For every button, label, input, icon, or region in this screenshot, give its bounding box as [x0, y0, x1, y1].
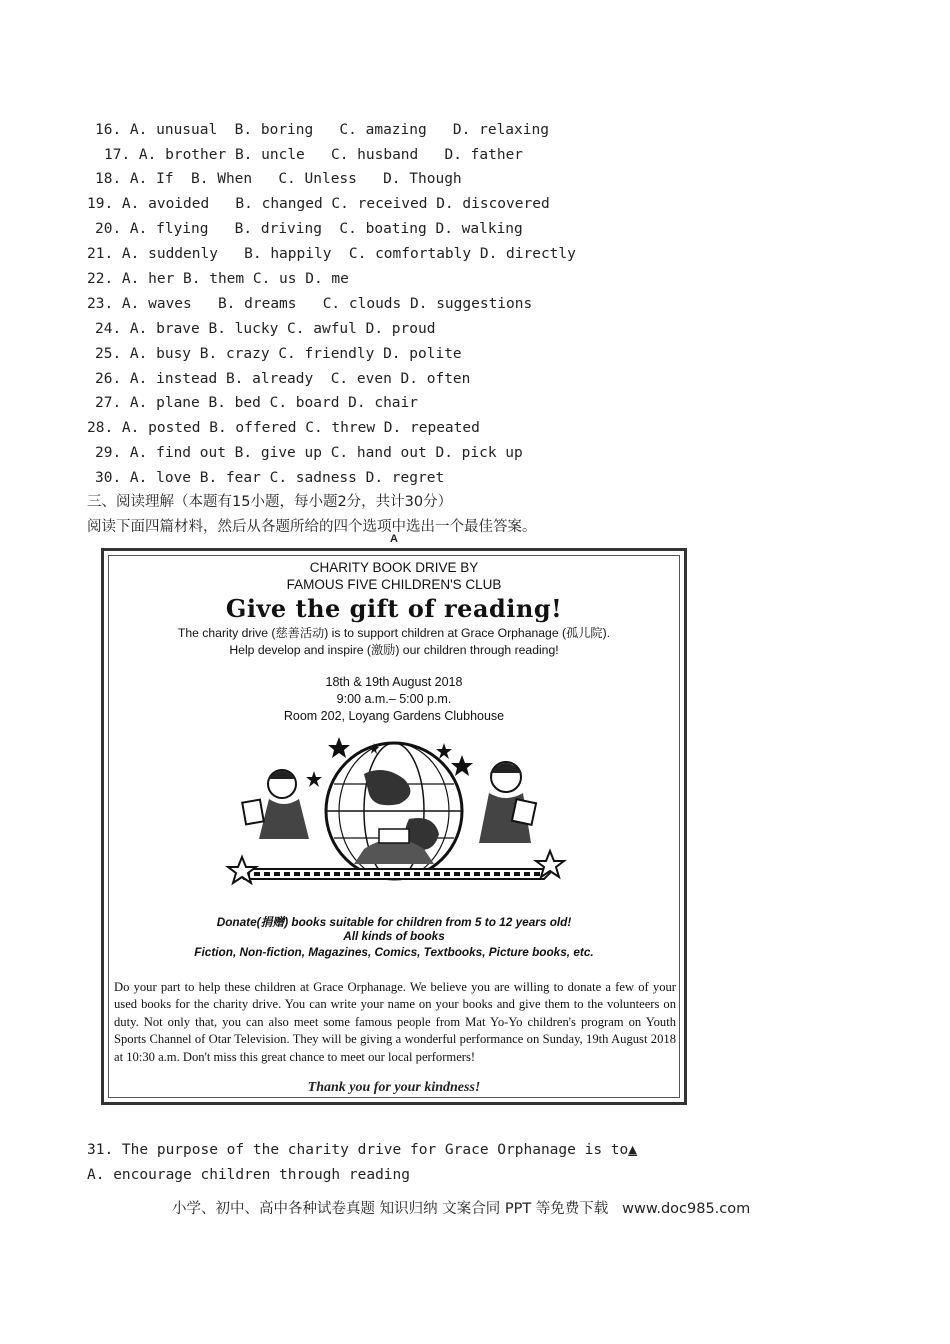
question-31	[87, 1141, 637, 1159]
notice-purpose-line1: The charity drive (慈善活动) is to support children at Grace Orphanage (孤儿院).	[177, 626, 611, 640]
question-25: 25. A. busy B. crazy C. friendly D. polite	[95, 346, 462, 362]
question-19: 19. A. avoided B. changed C. received D. discovered	[87, 196, 550, 212]
question-29: 29. A. find out B. give up C. hand out D. pick up	[95, 445, 523, 461]
question-18: 18. A. If B. When C. Unless D. Though	[95, 171, 462, 187]
answer-blank: ▲	[628, 1142, 637, 1158]
notice-title-line2: FAMOUS FIVE CHILDREN'S CLUB	[286, 577, 502, 592]
notice-kinds-line: All kinds of books	[343, 929, 445, 943]
question-31-stem: 31. The purpose of the charity drive for Grace Orphanage is to	[87, 1142, 629, 1158]
passage-letter: A	[390, 533, 398, 545]
question-31-option-a: A. encourage children through reading	[87, 1167, 411, 1183]
notice-date: 18th & 19th August 2018	[325, 675, 463, 689]
question-26: 26. A. instead B. already C. even D. often	[95, 371, 471, 387]
notice-paragraph: Do your part to help these children at Grace Orphanage. We believe you are willing to donate a few of your used books for the charity drive. You can write your name on your books and give them to the volunteers on duty. Not only that, you can also meet some famous people from Mat Yo-Yo children's program on Youth Sports Channel of Otar Television. They will be giving a wonderful performance on Sunday, 19th August 2018 at 10:30 a.m. Don't miss this great chance to meet our local performers!	[114, 980, 676, 1064]
question-24: 24. A. brave B. lucky C. awful D. proud	[95, 321, 436, 337]
question-17: 17. A. brother B. uncle C. husband D. father	[104, 147, 524, 163]
notice-donate-line: Donate(捐赠) books suitable for children from 5 to 12 years old!	[216, 915, 572, 929]
section-instruction: 阅读下面四篇材料，然后从各题所给的四个选项中选出一个最佳答案。	[87, 519, 537, 535]
question-30: 30. A. love B. fear C. sadness D. regret	[95, 470, 445, 486]
notice-purpose-line2: Help develop and inspire (激励) our children through reading!	[229, 643, 559, 657]
question-20: 20. A. flying B. driving C. boating D. walking	[95, 221, 523, 237]
question-16: 16. A. unusual B. boring C. amazing D. relaxing	[95, 122, 549, 138]
notice-venue: Room 202, Loyang Gardens Clubhouse	[283, 709, 505, 723]
section-heading: 三、阅读理解（本题有15小题，每小题2分，共计30分）	[87, 494, 453, 510]
question-28: 28. A. posted B. offered C. threw D. repeated	[87, 420, 480, 436]
notice-headline: Give the gift of reading!	[225, 594, 563, 623]
notice-time: 9:00 a.m.– 5:00 p.m.	[336, 692, 452, 706]
question-23: 23. A. waves B. dreams C. clouds D. suggestions	[87, 296, 533, 312]
reading-kids-globe-illustration	[214, 729, 574, 889]
question-21: 21. A. suddenly B. happily C. comfortably D. directly	[87, 246, 576, 262]
question-22: 22. A. her B. them C. us D. me	[87, 271, 349, 287]
page-footer: 小学、初中、高中各种试卷真题 知识归纳 文案合同 PPT 等免费下载 www.doc985.com	[172, 1201, 751, 1217]
notice-title-line1: CHARITY BOOK DRIVE BY	[309, 560, 479, 575]
notice-thanks: Thank you for your kindness!	[307, 1080, 481, 1095]
charity-notice	[101, 548, 687, 1105]
question-27: 27. A. plane B. bed C. board D. chair	[95, 395, 419, 411]
notice-types-line: Fiction, Non-fiction, Magazines, Comics, Textbooks, Picture books, etc.	[194, 945, 594, 959]
